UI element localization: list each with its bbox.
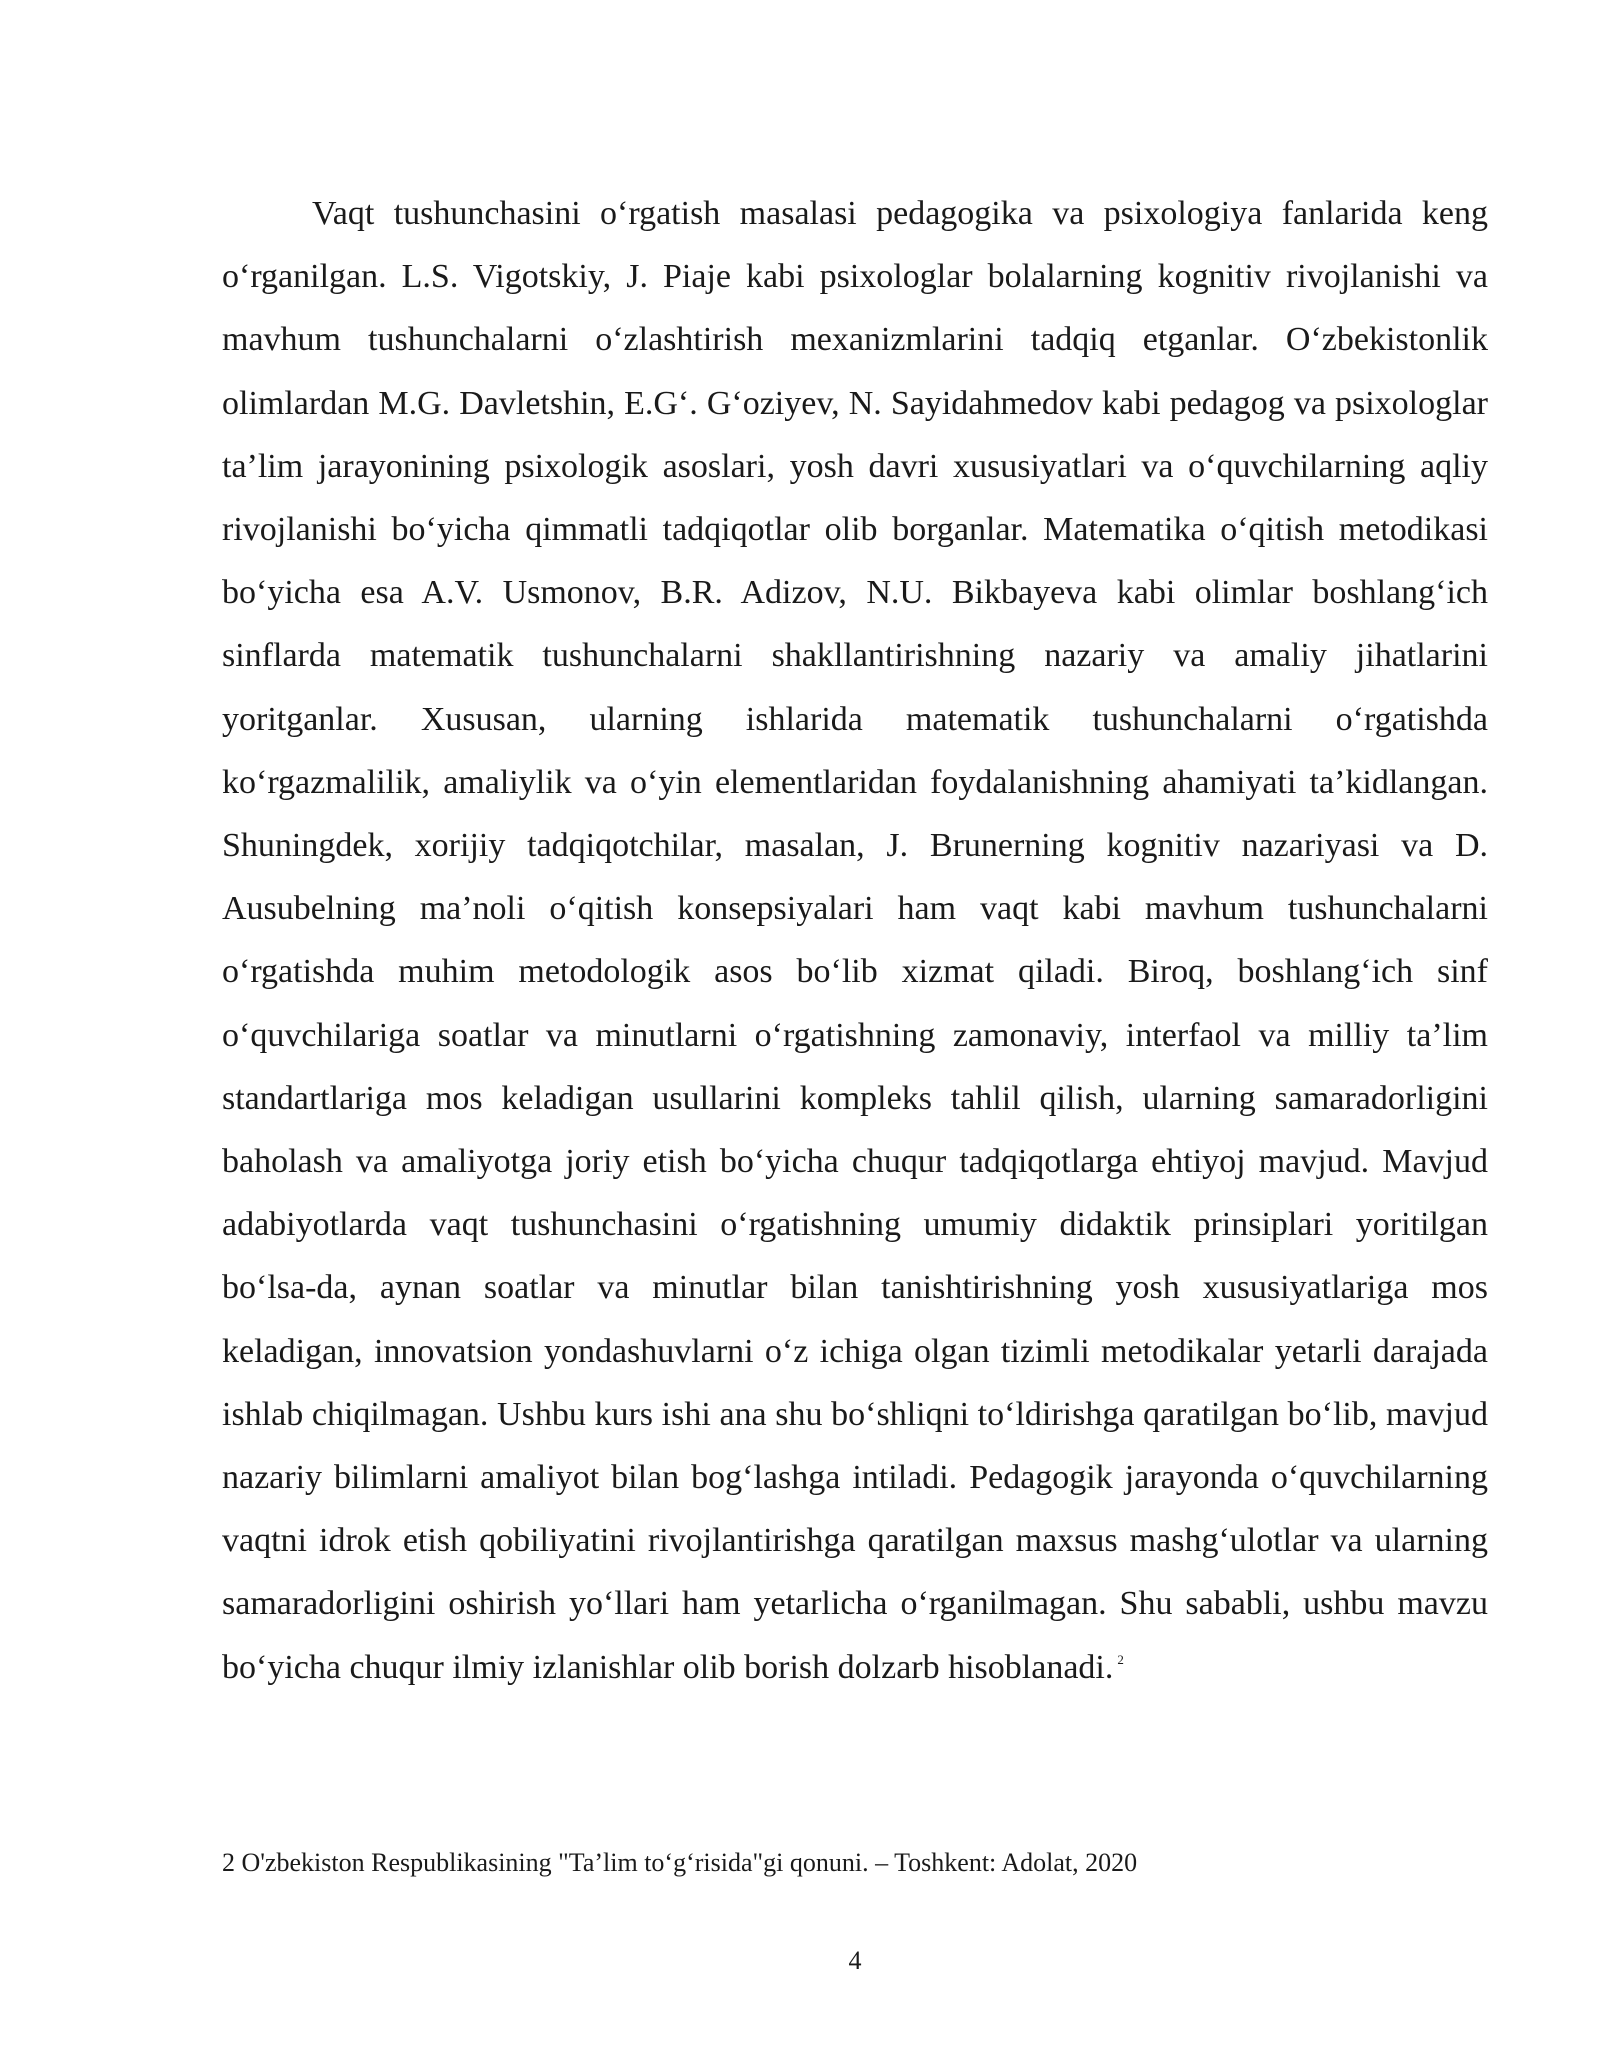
body-paragraph [222,182,1488,1699]
footnote-reference[interactable]: 2 [1117,1651,1124,1667]
footnote: 2 O'zbekiston Respublikasining "Ta’lim to‘g‘risida"gi qonuni. – Toshkent: Adolat, 2020 [222,1848,1138,1877]
paragraph-text: Vaqt tushunchasini o‘rgatish masalasi pedagogika va psixologiya fanlarida keng o‘rganilgan. L.S. Vigotskiy, J. Piaje kabi psixologlar bolalarning kognitiv rivojlanishi va mavhum tushunchalarni o‘zlashtirish mexanizmlarini tadqiq etganlar. O‘zbekistonlik olimlardan M.G. Davletshin, E.G‘. G‘oziyev, N. Sayidahmedov kabi pedagog va psixologlar ta’lim jarayonining psixologik asoslari, yosh davri xususiyatlari va o‘quvchilarning aqliy rivojlanishi bo‘yicha qimmatli tadqiqotlar olib borganlar. Matematika o‘qitish metodikasi bo‘yicha esa A.V. Usmonov, B.R. Adizov, N.U. Bikbayeva kabi olimlar boshlang‘ich sinflarda matematik tushunchalarni shakllantirishning nazariy va amaliy jihatlarini yoritganlar. Xususan, ularning ishlarida matematik tushunchalarni o‘rgatishda ko‘rgazmalilik, amaliylik va o‘yin elementlaridan foydalanishning ahamiyati ta’kidlangan. Shuningdek, xorijiy tadqiqotchilar, masalan, J. Brunerning kognitiv nazariyasi va D. Ausubelning ma’noli o‘qitish konsepsiyalari ham vaqt kabi mavhum tushunchalarni o‘rgatishda muhim metodologik asos bo‘lib xizmat qiladi. Biroq, boshlang‘ich sinf o‘quvchilariga soatlar va minutlarni o‘rgatishning zamonaviy, interfaol va milliy ta’lim standartlariga mos keladigan usullarini kompleks tahlil qilish, ularning samaradorligini baholash va amaliyotga joriy etish bo‘yicha chuqur tadqiqotlarga ehtiyoj mavjud. Mavjud adabiyotlarda vaqt tushunchasini o‘rgatishning umumiy didaktik prinsiplari yoritilgan bo‘lsa-da, aynan soatlar va minutlar bilan tanishtirishning yosh xususiyatlariga mos keladigan, innovatsion yondashuvlarni o‘z ichiga olgan tizimli metodikalar yetarli darajada ishlab chiqilmagan. Ushbu kurs ishi ana shu bo‘shliqni to‘ldirishga qaratilgan bo‘lib, mavjud nazariy bilimlarni amaliyot bilan bog‘lashga intiladi. Pedagogik jarayonda o‘quvchilarning vaqtni idrok etish qobiliyatini rivojlantirishga qaratilgan maxsus mashg‘ulotlar va ularning samaradorligini oshirish yo‘llari ham yetarlicha o‘rganilmagan. Shu sababli, ushbu mavzu bo‘yicha chuqur ilmiy izlanishlar olib borish dolzarb hisoblanadi. [222,195,1488,1686]
page-number: 4 [848,1946,862,1975]
